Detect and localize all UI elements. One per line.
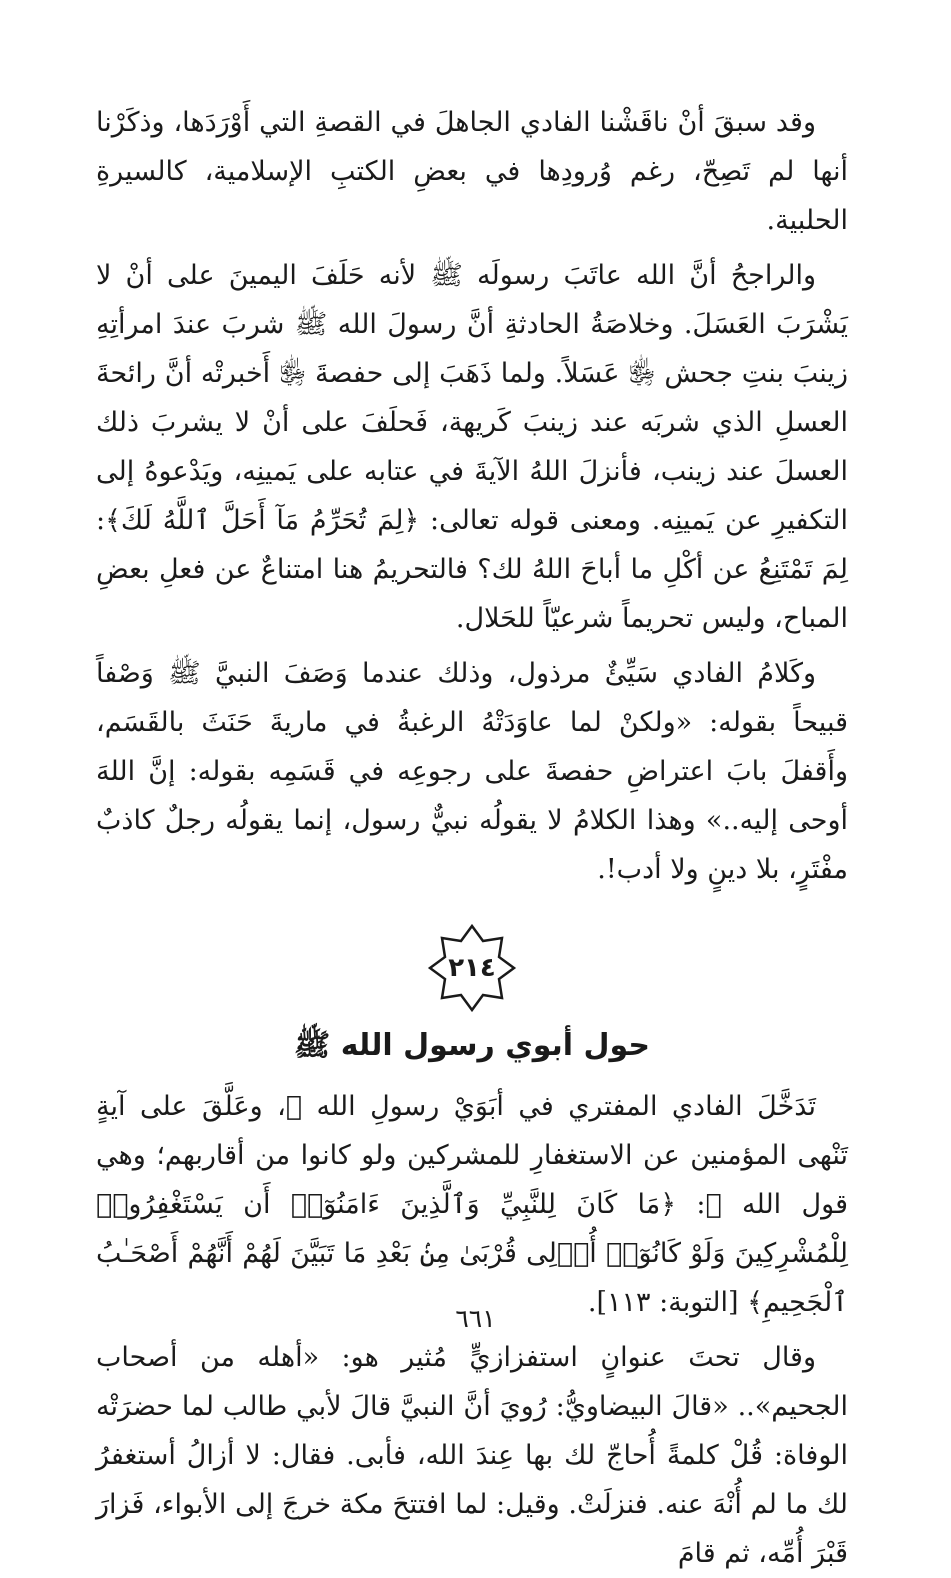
paragraph-5: وقال تحتَ عنوانٍ استفزازيٍّ مُثير هو: «أهله من أصحاب الجحيم».. «قالَ البيضاويُّ: رُويَ أنَّ النبيَّ قالَ لأبي طالب لما حضرَتْه الوفاة: قُلْ كلمةً أُحاجّ لك بها عِندَ الله، فأبى. فقال: لا أزالُ أستغفرُ لك ما لم أُنْهَ عنه. فنزلَتْ. وقيل: لما افتتحَ مكة خرجَ إلى الأبواء، فَزارَ قَبْرَ أُمِّه، ثم قامَ — [96, 1342, 848, 1569]
paragraph-1: وقد سبقَ أنْ ناقَشْنا الفادي الجاهلَ في القصةِ التي أَوْرَدَها، وذكَرْنا أنها لم تَصِحّ، رغم وُرودِها في بعضِ الكتبِ الإسلامية، كالسيرةِ الحلبية. — [96, 107, 848, 236]
paragraph-3: وكَلامُ الفادي سَيِّئٌ مرذول، وذلك عندما وَصَفَ النبيَّ ﷺ وَصْفاً قبيحاً بقوله: «ولكنْ لما عاوَدَتْهُ الرغبةُ في ماريةَ حَنَثَ بالقَسَم، وأَقفلَ بابَ اعتراضِ حفصةَ على رجوعِه في قَسَمِه بقوله: إنَّ اللهَ أوحى إليه..» وهذا الكلامُ لا يقولُه نبيٌّ رسول، إنما يقولُه رجلٌ كاذبٌ مفْتَرٍ، بلا دينٍ ولا أدب!. — [96, 658, 848, 885]
paragraph-4: تَدَخَّلَ الفادي المفتري في أبَوَيْ رسولِ الله ﷺ، وعَلَّقَ على آيةٍ تَنْهى المؤمنين عن الاستغفارِ للمشركين ولو كانوا من أقاربهم؛ وهي قول الله ﷻ: ﴿مَا كَانَ لِلنَّبِيِّ وَٱلَّذِينَ ءَامَنُوٓا۟ أَن يَسْتَغْفِرُوا۟ لِلْمُشْرِكِينَ وَلَوْ كَانُوٓا۟ أُو۟لِى قُرْبَىٰ مِنۢ بَعْدِ مَا تَبَيَّنَ لَهُمْ أَنَّهُمْ أَصْحَـٰبُ ٱلْجَحِيمِ﴾ [التوبة: ١١٣]. — [96, 1091, 848, 1318]
section-number: ٢١٤ — [448, 953, 496, 983]
page-number: ٦٦١ — [455, 1304, 496, 1333]
paragraph-2: والراجحُ أنَّ الله عاتَبَ رسولَه ﷺ لأنه حَلَفَ اليمينَ على أنْ لا يَشْرَبَ العَسَلَ. وخلاصَةُ الحادثةِ أنَّ رسولَ الله ﷺ شربَ عندَ امرأتِهِ زينبَ بنتِ جحش ﵂ عَسَلاً. ولما ذَهَبَ إلى حفصةَ ﵂ أَخبرتْه أنَّ رائحةَ العسلِ الذي شربَه عند زينبَ كَريهة، فَحلَفَ على أنْ لا يشربَ ذلك العسلَ عند زينب، فأنزلَ اللهُ الآيةَ في عتابه على يَمينِه، ويَدْعوهُ إلى التكفيرِ عن يَمينِه. ومعنى قوله تعالى: ﴿لِمَ تُحَرِّمُ مَآ أَحَلَّ ٱللَّهُ لَكَ﴾: لِمَ تَمْتَنِعُ عن أكْلِ ما أباحَ اللهُ لك؟ فالتحريمُ هنا امتناعٌ عن فعلِ بعضِ المباح، وليس تحريماً شرعيّاً للحَلال. — [96, 260, 848, 634]
section-title: حول أبوي رسول الله ﷺ — [294, 1028, 650, 1063]
section-number-badge — [426, 922, 518, 1014]
page-content — [96, 98, 848, 1569]
section-number-block — [96, 922, 848, 1014]
